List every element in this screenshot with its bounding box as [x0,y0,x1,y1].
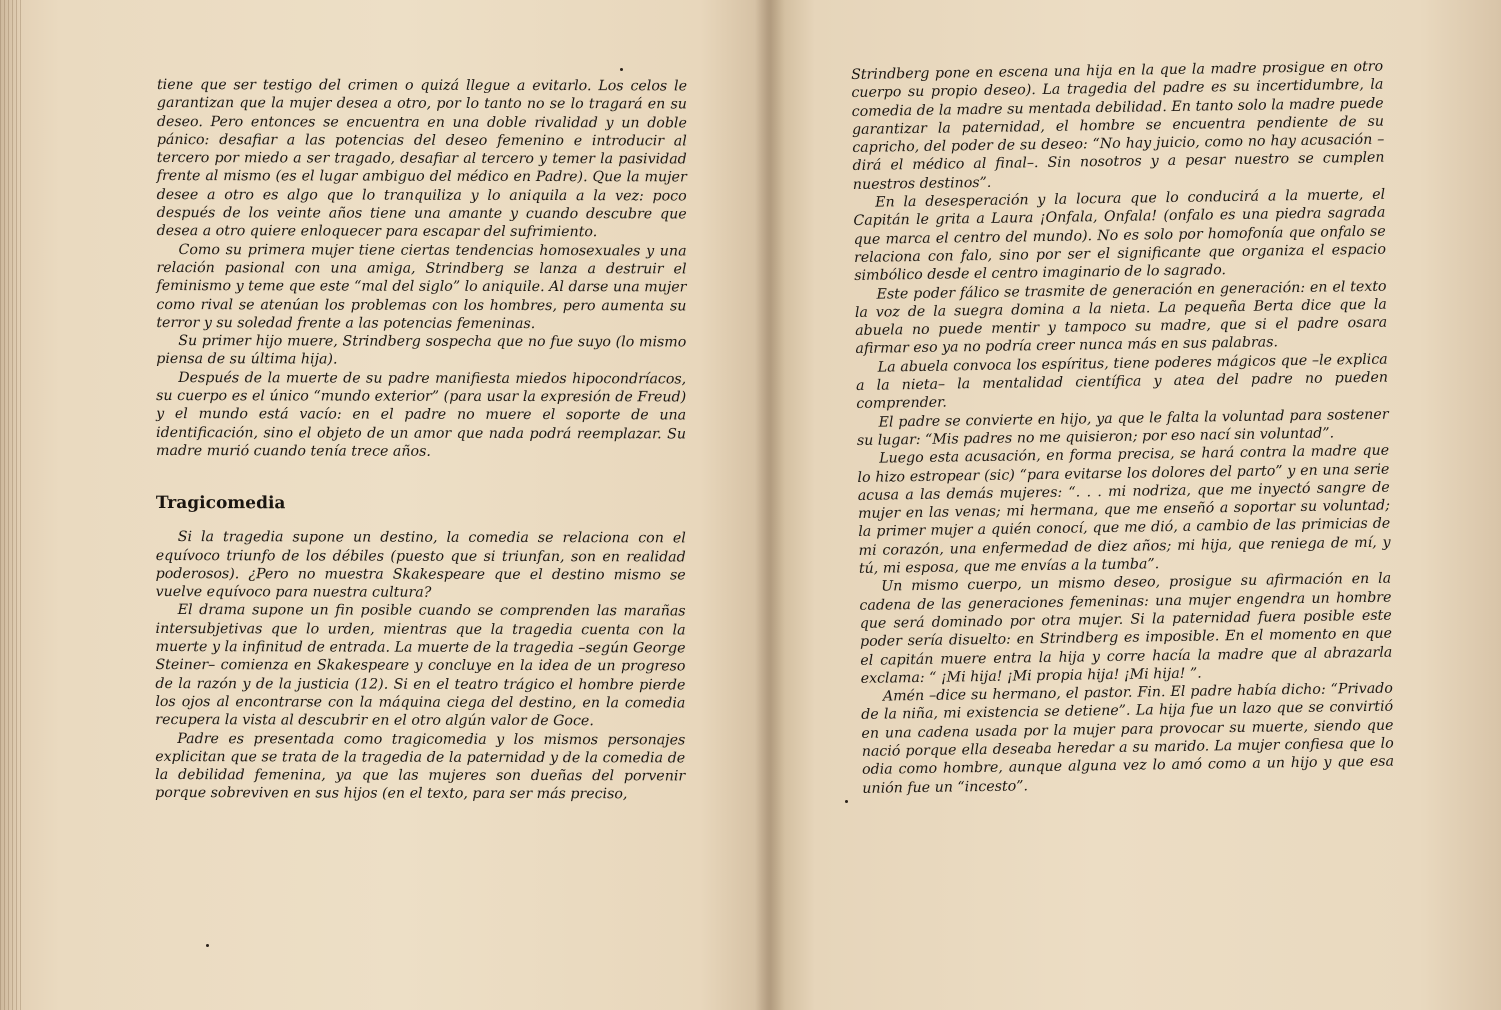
right-paragraph-4: La abuela convoca los espíritus, tiene poderes mágicos que –le explica a la nieta– la mentalidad científica y atea del padre no pueden comprender. [855,351,1389,413]
print-speck [845,800,848,803]
section-heading: Tragicomedia [155,493,286,514]
right-paragraph-8: Amén –dice su hermano, el pastor. Fin. El padre había dicho: “Privado de la niña, mi existencia se detiene”. La hija fue un lazo que se convirtió en una cadena usada por la mujer para provocar su muerte, siendo que nació porque ella deseaba heredar a su marido. La mujer confiesa que lo odia como hombre, aunque alguna vez lo amó como a un hijo y que esa unión fue un “incesto”. [861,680,1395,797]
print-speck [206,944,209,947]
left-paragraph-7: Padre es presentada como tragicomedia y los mismos personajes explicitan que se trata de la tragedia de la paternidad y de la comedia de la debilidad femenina, ya que las mujeres son dueñas del porvenir porque sobreviven en sus hijos (en el texto, para ser más preciso, [155,730,686,803]
left-paragraph-6: El drama supone un fin posible cuando se comprenden las marañas intersubjetivas que lo urden, mientras que la tragedia cuenta con la muerte y la infinitud de entrada. La muerte de la tragedia –según George Steiner– comienza en Skakespeare y concluye en la idea de un progreso de la razón y de la justicia (12). Si en el teatro trágico el hombre pierde los ojos al encontrarse con la máquina ciega del destino, en la comedia recupera la vista al descubrir en el otro algún valor de Goce. [155,602,686,730]
page-edges [0,0,24,1010]
left-paragraph-2: Como su primera mujer tiene ciertas tendencias homosexuales y una relación pasional con una amiga, Strindberg se lanza a destruir el feminismo y teme que este “mal del siglo” lo aniquile. Al darse una mujer como rival se atenúan los problemas con los hombres, pero aumenta su terror y su soledad frente a las potencias femeninas. [156,241,687,332]
left-page [155,76,687,804]
left-paragraph-3: Su primer hijo muere, Strindberg sospecha que no fue suyo (lo mismo piensa de su última hija). [156,333,687,368]
right-paragraph-7: Un mismo cuerpo, un mismo deseo, prosigue su afirmación en la cadena de las generaciones femeninas: una mujer engendra un hombre que será dominado por otra mujer. Si la paternidad fuera posible este poder sería disuelto: en Strindberg es imposible. En el momento en que el capitán muere entra la hija y corre hacía la madre que al abrazarla exclama: “ ¡Mi hija! ¡Mi propia hija! ¡Mi hija! ”. [859,570,1393,687]
print-speck [620,68,623,71]
right-paragraph-2: En la desesperación y la locura que lo conducirá a la muerte, el Capitán le grita a Laura ¡Onfala, Onfala! (onfalo es una piedra sagrada que marca el centro del mundo). No es solo por homofonía que onfalo se relaciona con falo, sino por ser el significante que organiza el espacio simbólico desde el centro imaginario de lo sagrado. [853,186,1387,285]
left-paragraph-5: Si la tragedia supone un destino, la comedia se relaciona con el equívoco triunfo de los débiles (puesto que si triunfan, son en realidad poderosos). ¿Pero no muestra Skakespeare que el destino mismo se vuelve equívoco para nuestra cultura? [155,529,686,601]
right-paragraph-6: Luego esta acusación, en forma precisa, se hará contra la madre que lo hizo estropear (sic) “para evitarse los dolores del parto” y en una serie acusa a las demás mujeres: “. . . mi nodriza, que me inyectó sangre de mujer en las venas; mi hermana, que me enseñó a soportar su voluntad; la primer mujer a quién conocí, que me dió, a cambio de las primicias de mi corazón, una enfermedad de diez años; mi hija, que reniega de mí, y tú, mi esposa, que me envías a la tumba”. [857,442,1391,577]
right-paragraph-3: Este poder fálico se trasmite de generación en generación: en el texto la voz de la suegra domina a la nieta. La pequeña Berta dice que la abuela no puede mentir y tampoco su madre, que si el padre osara afirmar eso ya no podría creer nunca más en sus palabras. [854,278,1388,358]
left-paragraph-1: tiene que ser testigo del crimen o quizá llegue a evitarlo. Los celos le garantizan que la mujer desea a otro, por lo tanto no se lo tragará en su deseo. Pero entonces se encuentra en una doble rivalidad y un doble pánico: desafiar a las potencias del deseo femenino e introducir al tercero por miedo a ser tragado, desafiar al tercero y temer la pasividad frente al mismo (es el lugar ambiguo del médico en Padre). Que la mujer desee a otro es algo que lo tranquiliza y lo aniquila a la vez: poco después de los veinte años tiene una amante y cuando descubre que desea a otro quiere enloquecer para escapar del sufrimiento. [156,77,687,241]
right-page [851,58,1394,798]
right-paragraph-5: El padre se convierte en hijo, ya que le falta la voluntad para sostener su lugar: “Mis padres no me quisieron; por eso nací sin voluntad”. [856,406,1389,449]
left-paragraph-4: Después de la muerte de su padre manifiesta miedos hipocondríacos, su cuerpo es el único “mundo exterior” (para usar la expresión de Freud) y el mundo está vacío: en el padre no muere el soporte de una identificación, sino el objeto de un amor que nada podrá reemplazar. Su madre murió cuando tenía trece años. [155,369,687,460]
book-gutter [755,0,785,1010]
right-paragraph-1: Strindberg pone en escena una hija en la que la madre prosigue en otro cuerpo su propio deseo). La tragedia del padre es su incertidumbre, la comedia de la madre su mentada debilidad. En tanto solo la madre puede garantizar la paternidad, el hombre se encuentra pendiente de su capricho, del poder de su deseo: “No hay juicio, como no hay acusación –dirá el médico al final–. Sin nosotros y a pesar nuestro se cumplen nuestros destinos”. [851,58,1385,193]
